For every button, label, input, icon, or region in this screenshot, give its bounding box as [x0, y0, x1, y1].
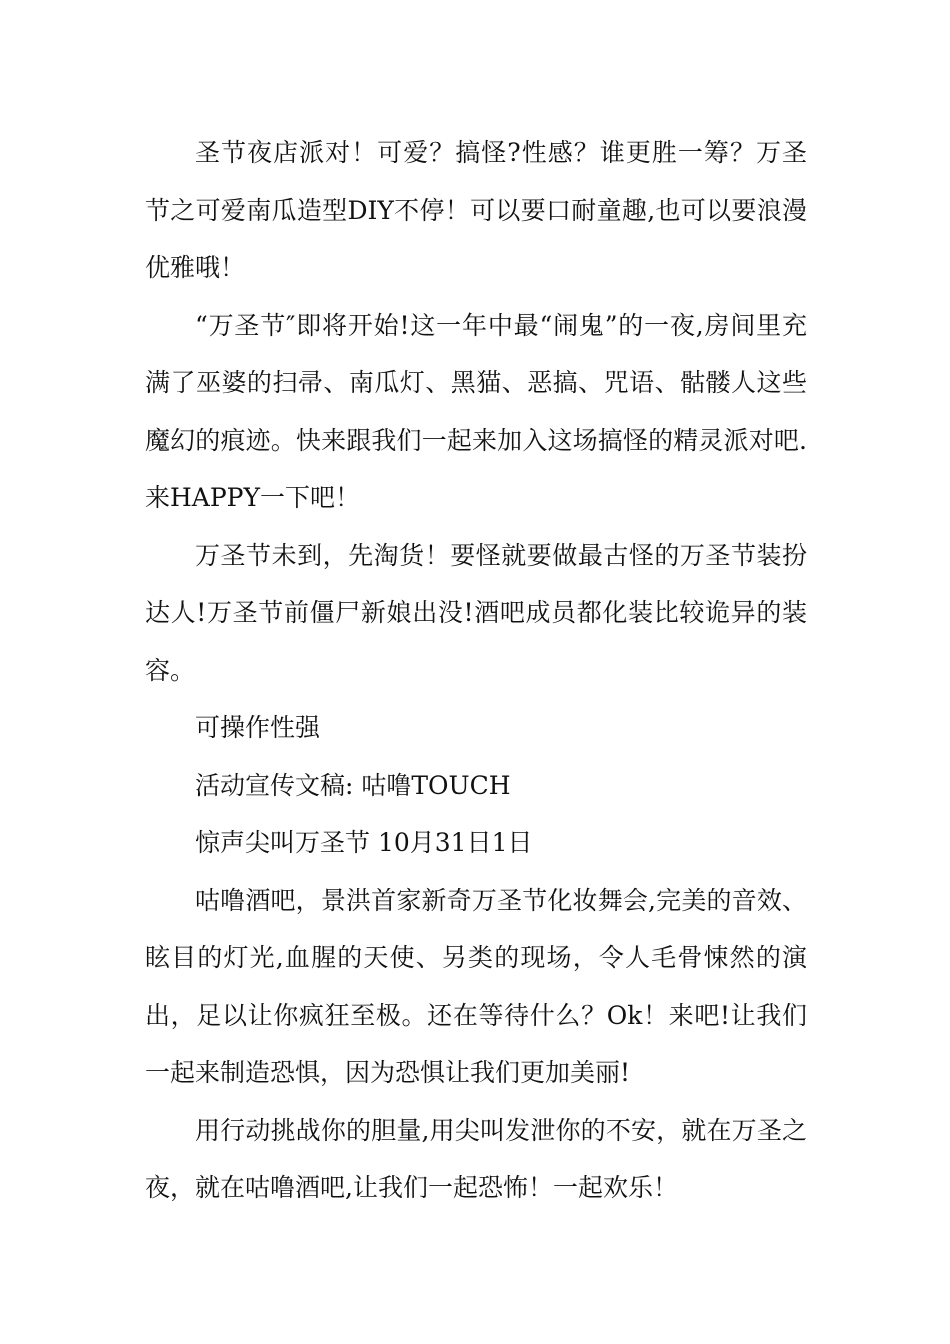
paragraph-operability: 可操作性强: [195, 713, 321, 742]
paragraph-shopping: 万圣节未到，先淘货！要怪就要做最古怪的万圣节装扮达人!万圣节前僵尸新娘出没!酒吧成员都化装比较诡异的装容。: [145, 540, 807, 685]
paragraph-event-date: 惊声尖叫万圣节 10月31日1日: [195, 828, 533, 857]
paragraph-intro: 圣节夜店派对！可爱？搞怪?性感？谁更胜一筹？万圣节之可爱南瓜造型DIY不停！可以要口耐童趣,也可以要浪漫优雅哦！: [145, 138, 807, 282]
paragraph-promo-title: 活动宣传文稿: 咕噜TOUCH: [195, 770, 511, 800]
document-body: [145, 124, 807, 1217]
paragraph-closing: 用行动挑战你的胆量,用尖叫发泄你的不安，就在万圣之夜，就在咕噜酒吧,让我们一起恐怖！一起欢乐！: [145, 1115, 807, 1202]
paragraph-bar-description: 咕噜酒吧，景洪首家新奇万圣节化妆舞会,完美的音效、眩目的灯光,血腥的天使、另类的现场，令人毛骨悚然的演出，足以让你疯狂至极。还在等待什么？Ok！来吧!让我们一起来制造恐惧，因为恐惧让我们更加美丽!: [145, 885, 807, 1087]
paragraph-halloween-start: “万圣节″即将开始!这一年中最“闹鬼”的一夜,房间里充满了巫婆的扫帚、南瓜灯、黑猫、恶搞、咒语、骷髅人这些魔幻的痕迹。快来跟我们一起来加入这场搞怪的精灵派对吧.来HAPPY一下吧！: [145, 310, 807, 512]
